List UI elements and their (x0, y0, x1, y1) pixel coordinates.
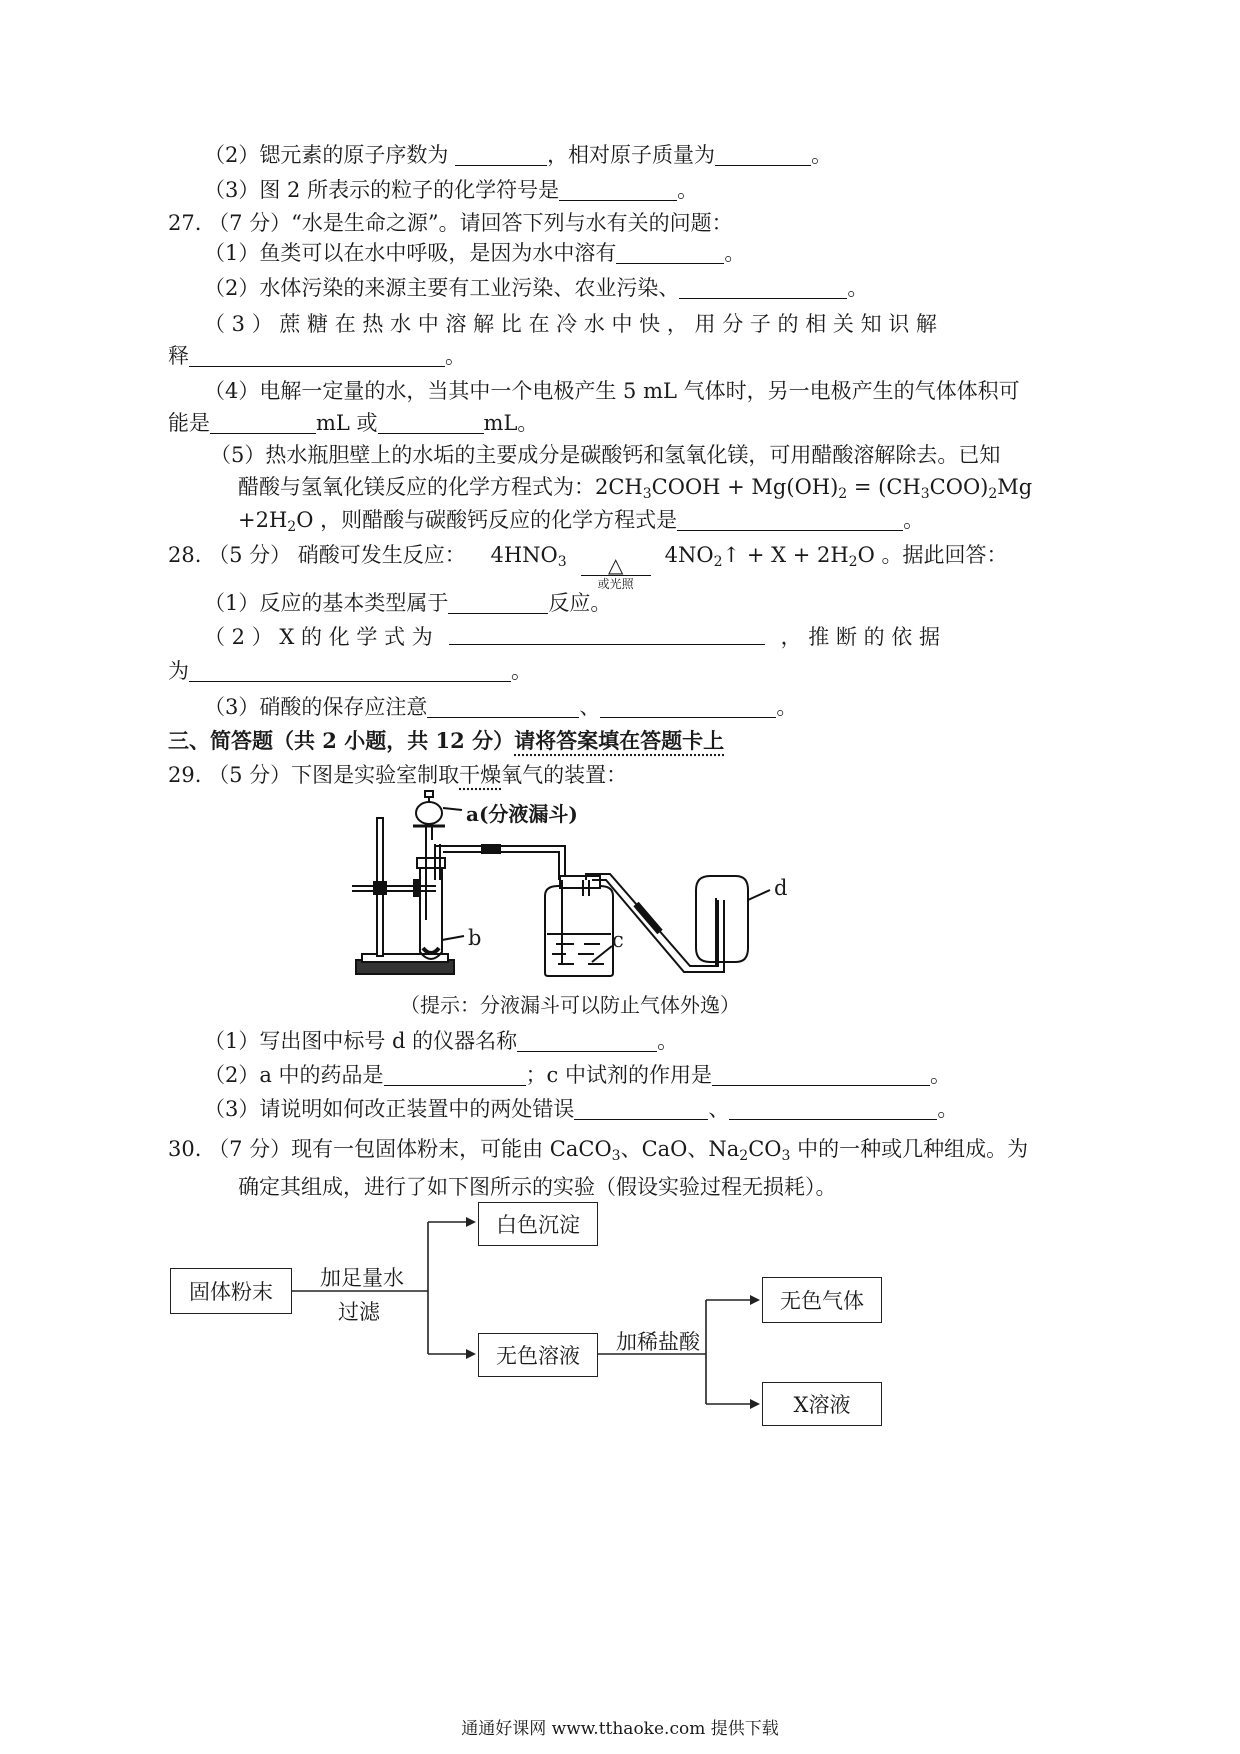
q27-part4-cont: 能是 mL 或 mL。 (168, 411, 539, 435)
q29-part1: （1）写出图中标号 d 的仪器名称 。 (204, 1029, 679, 1053)
page-footer: 通通好课网 www.tthaoke.com 提供下载 (461, 1719, 779, 1739)
box-solid-powder: 固体粉末 (170, 1268, 292, 1314)
answer-blank[interactable] (600, 695, 776, 718)
stand-base-top (362, 954, 448, 962)
answer-blank[interactable] (384, 1063, 526, 1086)
q27-part5-question: $+2H_2O$ ，则醋酸与碳酸钙反应的化学方程式是 。 (238, 508, 925, 535)
answer-blank[interactable] (449, 622, 765, 645)
answer-blank[interactable] (455, 143, 547, 166)
q28-part2-cont: 为 。 (168, 659, 532, 683)
answer-blank[interactable] (378, 411, 484, 434)
answer-blank[interactable] (712, 1063, 930, 1086)
answer-blank[interactable] (559, 178, 677, 201)
q27-part1: （1）鱼类可以在水中呼吸，是因为水中溶有 。 (204, 241, 746, 265)
answer-blank[interactable] (729, 1097, 937, 1120)
q26-part3: （3）图 2 所表示的粒子的化学符号是 。 (204, 178, 699, 202)
answer-blank[interactable] (517, 1029, 657, 1052)
gas-washing-bottle-c (545, 886, 613, 976)
section-title: 三、简答题（共 2 小题，共 12 分）请将答案填在答题卡上 (168, 728, 725, 753)
q29-heading: 29. （5 分）下图是实验室制取干燥氧气的装置： (168, 763, 628, 787)
step-add-water: 加足量水 (320, 1266, 404, 1290)
answer-blank[interactable] (189, 344, 445, 367)
answer-blank[interactable] (189, 659, 511, 682)
q26-part2: （2）锶元素的原子序数为 ，相对原子质量为 。 (204, 143, 833, 167)
stand-rod (377, 818, 383, 956)
stopper (417, 858, 445, 868)
q30-heading: 30. （7 分）现有一包固体粉末，可能由 CaCO$_3$、CaO、$Na_2CO_3$ 中的一种或几种组成。为 (168, 1137, 1029, 1164)
rubber-tube (636, 904, 660, 932)
answer-blank[interactable] (574, 1097, 708, 1120)
q30-heading-cont: 确定其组成，进行了如下图所示的实验（假设实验过程无损耗）。 (238, 1175, 837, 1199)
q27-part5: （5）热水瓶胆壁上的水垢的主要成分是碳酸钙和氢氧化镁，可用醋酸溶解除去。已知 (210, 443, 1001, 467)
label-b: b (468, 926, 482, 950)
q27-part3-cont: 释 。 (168, 344, 466, 368)
label-c: c (612, 928, 624, 952)
answer-blank[interactable] (677, 508, 903, 531)
rubber-connector (482, 845, 500, 853)
nitric-acid-equation: $4HNO_3$ △ 或光照 $4NO_2↑ + X + 2H_2O$ (490, 543, 875, 591)
stand-base (356, 960, 454, 974)
test-tube-b (420, 866, 442, 959)
box-x-solution: X溶液 (762, 1382, 882, 1426)
step-filter: 过滤 (338, 1300, 380, 1324)
q29-part3: （3）请说明如何改正装置中的两处错误 、 。 (204, 1097, 959, 1121)
answer-blank[interactable] (210, 411, 316, 434)
q29-part2: （2）a 中的药品是 ；c 中试剂的作用是 。 (204, 1063, 951, 1087)
q29-hint: （提示：分液漏斗可以防止气体外逸） (400, 993, 740, 1017)
answer-blank[interactable] (448, 591, 548, 614)
box-colorless-solution: 无色溶液 (478, 1333, 598, 1377)
clamp-knob (374, 882, 386, 894)
answer-blank[interactable] (715, 143, 811, 166)
answer-blank[interactable] (679, 276, 847, 299)
box-white-precipitate: 白色沉淀 (478, 1202, 598, 1246)
q28-part3: （3）硝酸的保存应注意 、 。 (204, 695, 798, 719)
q27-part5-equation: 醋酸与氢氧化镁反应的化学方程式为：$2CH_3COOH + Mg(OH)_2 = (CH_3COO)_2Mg$ (238, 475, 1033, 502)
q27-part4: （4）电解一定量的水，当其中一个电极产生 5 mL 气体时，另一电极产生的气体体积可 (204, 379, 1020, 403)
box-colorless-gas: 无色气体 (762, 1277, 882, 1323)
label-d: d (774, 876, 788, 900)
answer-blank[interactable] (427, 695, 579, 718)
q28-part2: （ 2 ） X 的 化 学 式 为 ， 推 断 的 依 据 (204, 622, 940, 652)
q27-heading: 27. （7 分）“水是生命之源”。请回答下列与水有关的问题： (168, 211, 733, 235)
separatory-funnel-a (416, 802, 442, 824)
q27-part3: （ 3 ） 蔗 糖 在 热 水 中 溶 解 比 在 冷 水 中 快 ， 用 分 子 的 相 关 知 识 解 (204, 312, 937, 336)
gas-collecting-bottle-d (696, 876, 748, 962)
q28-heading: 28. （5 分） 硝酸可发生反应： $4HNO_3$ △ 或光照 $4NO_2↑ + X + 2H_2O$ 。据此回答： (168, 543, 1008, 591)
q28-part1: （1）反应的基本类型属于 反应。 (204, 591, 612, 615)
q27-part2: （2）水体污染的来源主要有工业污染、农业污染、 。 (204, 276, 869, 300)
answer-blank[interactable] (616, 241, 724, 264)
reaction-condition: △ 或光照 (581, 555, 651, 592)
step-add-hcl: 加稀盐酸 (616, 1330, 700, 1354)
label-a: a(分液漏斗) (466, 802, 578, 826)
